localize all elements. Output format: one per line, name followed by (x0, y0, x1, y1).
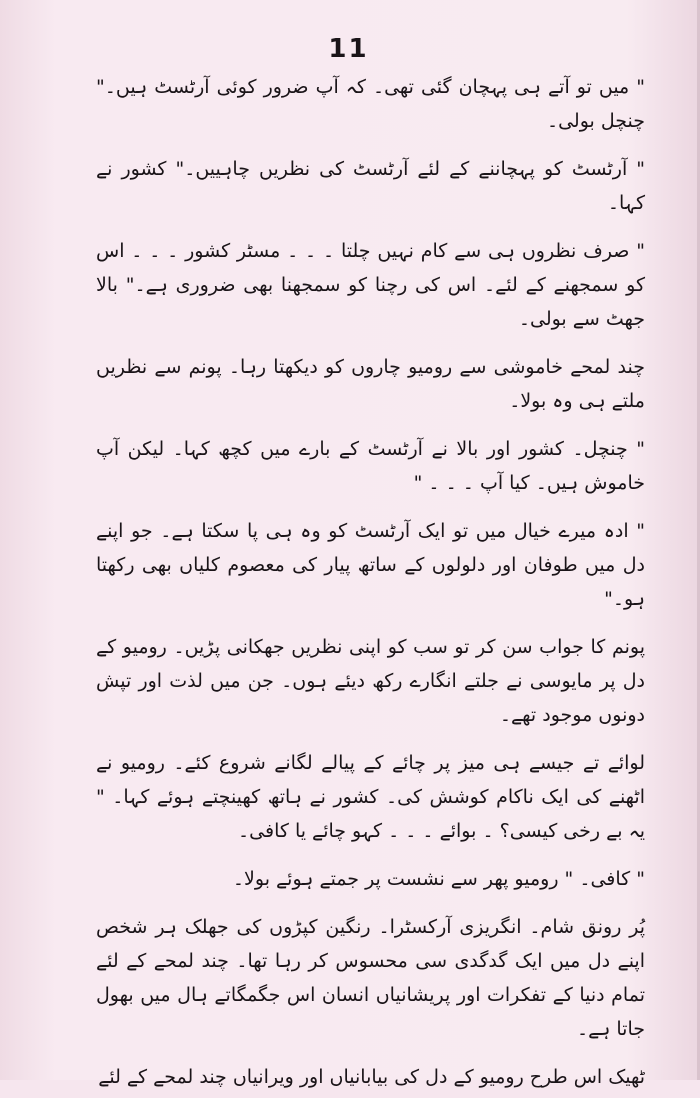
page-number: 11 (328, 34, 369, 64)
paragraph: چند لمحے خاموشی سے رومیو چاروں کو دیکھتا رہا۔ پونم سے نظریں ملتے ہی وہ بولا۔ (96, 356, 645, 412)
paragraph: " کافی۔ " رومیو پھر سے نشست پر جمتے ہوئے بولا۔ (232, 868, 645, 890)
page-text (96, 70, 645, 1098)
paragraph: " چنچل۔ کشور اور بالا نے آرٹسٹ کے بارے میں کچھ کہا۔ لیکن آپ خاموش ہیں۔ کیا آپ ۔ ۔ ۔ " (96, 438, 645, 494)
paragraph: " آرٹسٹ کو پہچاننے کے لئے آرٹسٹ کی نظریں چاہییں۔" کشور نے کہا۔ (96, 158, 645, 214)
paragraph: پُر رونق شام۔ انگریزی آرکسٹرا۔ رنگین کپڑوں کی جھلک ہر شخص اپنے دل میں ایک گدگدی سی محسوس کر رہا تھا۔ چند لمحے کے لئے تمام دنیا کے تفکرات اور پریشانیاں انسان اس جگمگاتے ہال میں بھول جاتا ہے۔ (96, 916, 645, 1040)
paragraph: " ادہ میرے خیال میں تو ایک آرٹسٹ کو وہ ہی پا سکتا ہے۔ جو اپنے دل میں طوفان اور دلولوں کے ساتھ پیار کی معصوم کلیاں بھی رکھتا ہو۔" (96, 520, 645, 610)
paragraph: لوائے تے جیسے ہی میز پر چائے کے پیالے لگانے شروع کئے۔ رومیو نے اٹھنے کی ایک ناکام کوشش کی۔ کشور نے ہاتھ کھینچتے ہوئے کہا۔ " یہ بے رخی کیسی؟ ۔ بوائے ۔ ۔ ۔ کہو چائے یا کافی۔ (96, 752, 645, 842)
paragraph: " صرف نظروں ہی سے کام نہیں چلتا ۔ ۔ ۔ مسٹر کشور ۔ ۔ ۔ اس کو سمجھنے کے لئے۔ اس کی رچنا کو سمجھنا بھی ضروری ہے۔" بالا جھٹ سے بولی۔ (96, 240, 645, 330)
paragraph: پونم کا جواب سن کر تو سب کو اپنی نظریں جھکانی پڑیں۔ رومیو کے دل پر مایوسی نے جلتے انگارے رکھ دیئے ہوں۔ جن میں لذت اور تپش دونوں موجود تھے۔ (96, 636, 645, 726)
paragraph: ٹھیک اس طرح رومیو کے دل کی بیابانیاں اور ویرانیاں چند لمحے کے لئے (98, 1066, 645, 1088)
paragraph: " میں تو آتے ہی پہچان گئی تھی۔ کہ آپ ضرور کوئی آرٹسٹ ہیں۔" چنچل بولی۔ (96, 76, 645, 132)
